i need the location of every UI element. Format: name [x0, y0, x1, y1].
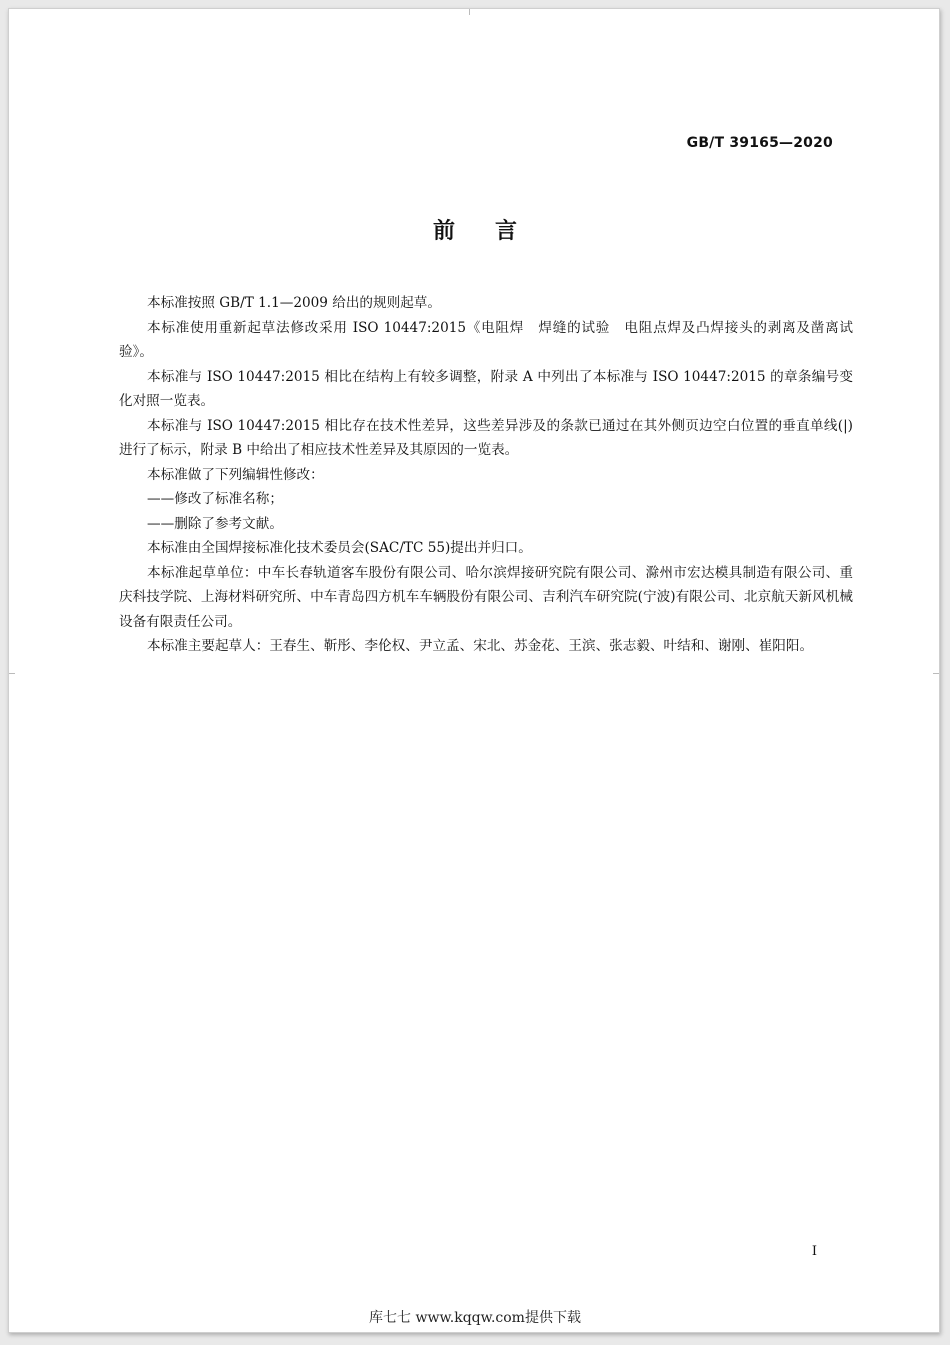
paragraph-editorial-item-1: ——修改了标准名称； [147, 491, 283, 507]
page-title: 前言 [432, 219, 557, 244]
crop-mark-top [469, 9, 470, 15]
download-footer: 库七七 www.kqqw.com提供下载 [369, 1310, 581, 1326]
paragraph-editorial-item-2: ——删除了参考文献。 [147, 515, 283, 532]
standard-number: GB/T 39165—2020 [686, 135, 833, 151]
paragraph-proposer: 本标准由全国焊接标准化技术委员会(SAC/TC 55)提出并归口。 [147, 540, 532, 556]
paragraph-drafting-rules: 本标准按照 GB/T 1.1—2009 给出的规则起草。 [147, 295, 441, 311]
paragraph-drafters: 本标准主要起草人：王春生、靳彤、李伦权、尹立孟、宋北、苏金花、王滨、张志毅、叶结和、谢刚、崔阳阳。 [147, 638, 814, 654]
paragraph-technical-differences: 本标准与 ISO 10447:2015 相比存在技术性差异，这些差异涉及的条款已通过在其外侧页边空白位置的垂直单线(|)进行了标示，附录 B 中给出了相应技术性差异及其原因的一览表。 [119, 417, 853, 458]
paragraph-editorial-intro: 本标准做了下列编辑性修改： [147, 466, 324, 483]
paragraph-drafting-units: 本标准起草单位：中车长春轨道客车股份有限公司、哈尔滨焊接研究院有限公司、滁州市宏达模具制造有限公司、重庆科技学院、上海材料研究所、中车青岛四方机车车辆股份有限公司、吉利汽车研究院(宁波)有限公司、北京航天新风机械设备有限责任公司。 [119, 564, 853, 630]
page-number: I [811, 1244, 817, 1259]
crop-mark-right [933, 673, 939, 674]
paragraph-adoption: 本标准使用重新起草法修改采用 ISO 10447:2015《电阻焊 焊缝的试验 电阻点焊及凸焊接头的剥离及凿离试验》。 [119, 319, 853, 360]
foreword-body [119, 291, 853, 659]
document-page [8, 8, 940, 1333]
crop-mark-left [9, 673, 15, 674]
paragraph-structure: 本标准与 ISO 10447:2015 相比在结构上有较多调整，附录 A 中列出了本标准与 ISO 10447:2015 的章条编号变化对照一览表。 [119, 368, 853, 409]
